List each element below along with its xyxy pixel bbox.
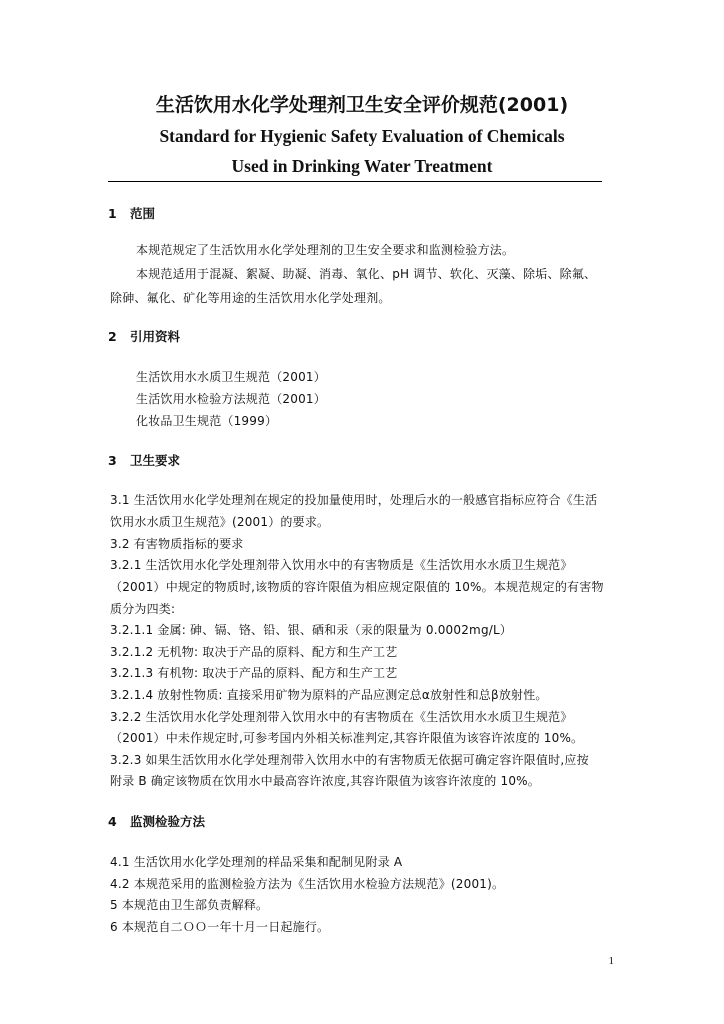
text-line: 6 本规范自二ＯＯ一年十月一日起施行。	[110, 920, 330, 934]
section-3-heading	[108, 451, 180, 469]
title-chinese: 生活饮用水化学处理剂卫生安全评价规范(2001)	[155, 94, 569, 116]
text-line: 3.2 有害物质指标的要求	[110, 537, 244, 551]
text-line: 3.2.1.2 无机物: 取决于产品的原料、配方和生产工艺	[110, 645, 398, 659]
title-english-line-2: Used in Drinking Water Treatment	[231, 156, 493, 176]
section-title: 范围	[130, 206, 156, 221]
paragraph-line: 除砷、氟化、矿化等用途的生活饮用水化学处理剂。	[110, 291, 391, 305]
reference-item: 化妆品卫生规范（1999）	[136, 414, 278, 428]
text-line: （2001）中规定的物质时,该物质的容许限值为相应规定限值的 10%。本规范规定的有害物	[110, 580, 604, 594]
text-line: 5 本规范由卫生部负责解释。	[110, 898, 269, 912]
text-line: 3.2.3 如果生活饮用水化学处理剂带入饮用水中的有害物质无依据可确定容许限值时,应按	[110, 753, 589, 767]
section-number: 2	[108, 329, 117, 344]
text-line: 3.2.2 生活饮用水化学处理剂带入饮用水中的有害物质在《生活饮用水水质卫生规范》	[110, 710, 573, 724]
text-line: 3.2.1.3 有机物: 取决于产品的原料、配方和生产工艺	[110, 666, 398, 680]
text-line: 附录 B 确定该物质在饮用水中最高容许浓度,其容许限值为该容许浓度的 10%。	[110, 774, 540, 788]
section-number: 4	[108, 814, 117, 829]
text-line: 饮用水水质卫生规范》(2001）的要求。	[110, 515, 330, 529]
title-divider	[108, 181, 602, 182]
paragraph-line: 本规范适用于混凝、絮凝、助凝、消毒、氧化、pH 调节、软化、灭藻、除垢、除氟、	[136, 267, 597, 281]
section-title: 引用资料	[130, 329, 181, 344]
section-title: 卫生要求	[130, 453, 181, 468]
section-number: 1	[108, 206, 117, 221]
text-line: （2001）中未作规定时,可参考国内外相关标准判定,其容许限值为该容许浓度的 10%。	[110, 731, 584, 745]
section-title: 监测检验方法	[130, 814, 206, 829]
text-line: 3.1 生活饮用水化学处理剂在规定的投加量使用时，处理后水的一般感官指标应符合《生活	[110, 493, 598, 507]
title-english-line-1: Standard for Hygienic Safety Evaluation of Chemicals	[159, 126, 565, 146]
text-line: 3.2.1.1 金属: 砷、镉、铬、铅、银、硒和汞（汞的限量为 0.0002mg/L）	[110, 623, 513, 637]
section-4-heading	[108, 812, 205, 830]
text-line: 3.2.1.4 放射性物质: 直接采用矿物为原料的产品应测定总α放射性和总β放射性。	[110, 688, 548, 702]
page-number: 1	[608, 955, 614, 967]
section-2-heading	[108, 327, 180, 345]
paragraph: 本规范规定了生活饮用水化学处理剂的卫生安全要求和监测检验方法。	[136, 243, 515, 257]
text-line: 质分为四类:	[110, 602, 176, 616]
section-number: 3	[108, 453, 117, 468]
reference-item: 生活饮用水水质卫生规范（2001）	[136, 370, 326, 384]
text-line: 4.2 本规范采用的监测检验方法为《生活饮用水检验方法规范》(2001)。	[110, 877, 505, 891]
text-line: 4.1 生活饮用水化学处理剂的样品采集和配制见附录 A	[110, 855, 403, 869]
text-line: 3.2.1 生活饮用水化学处理剂带入饮用水中的有害物质是《生活饮用水水质卫生规范》	[110, 558, 573, 572]
section-1-heading	[108, 204, 155, 222]
reference-item: 生活饮用水检验方法规范（2001）	[136, 392, 326, 406]
